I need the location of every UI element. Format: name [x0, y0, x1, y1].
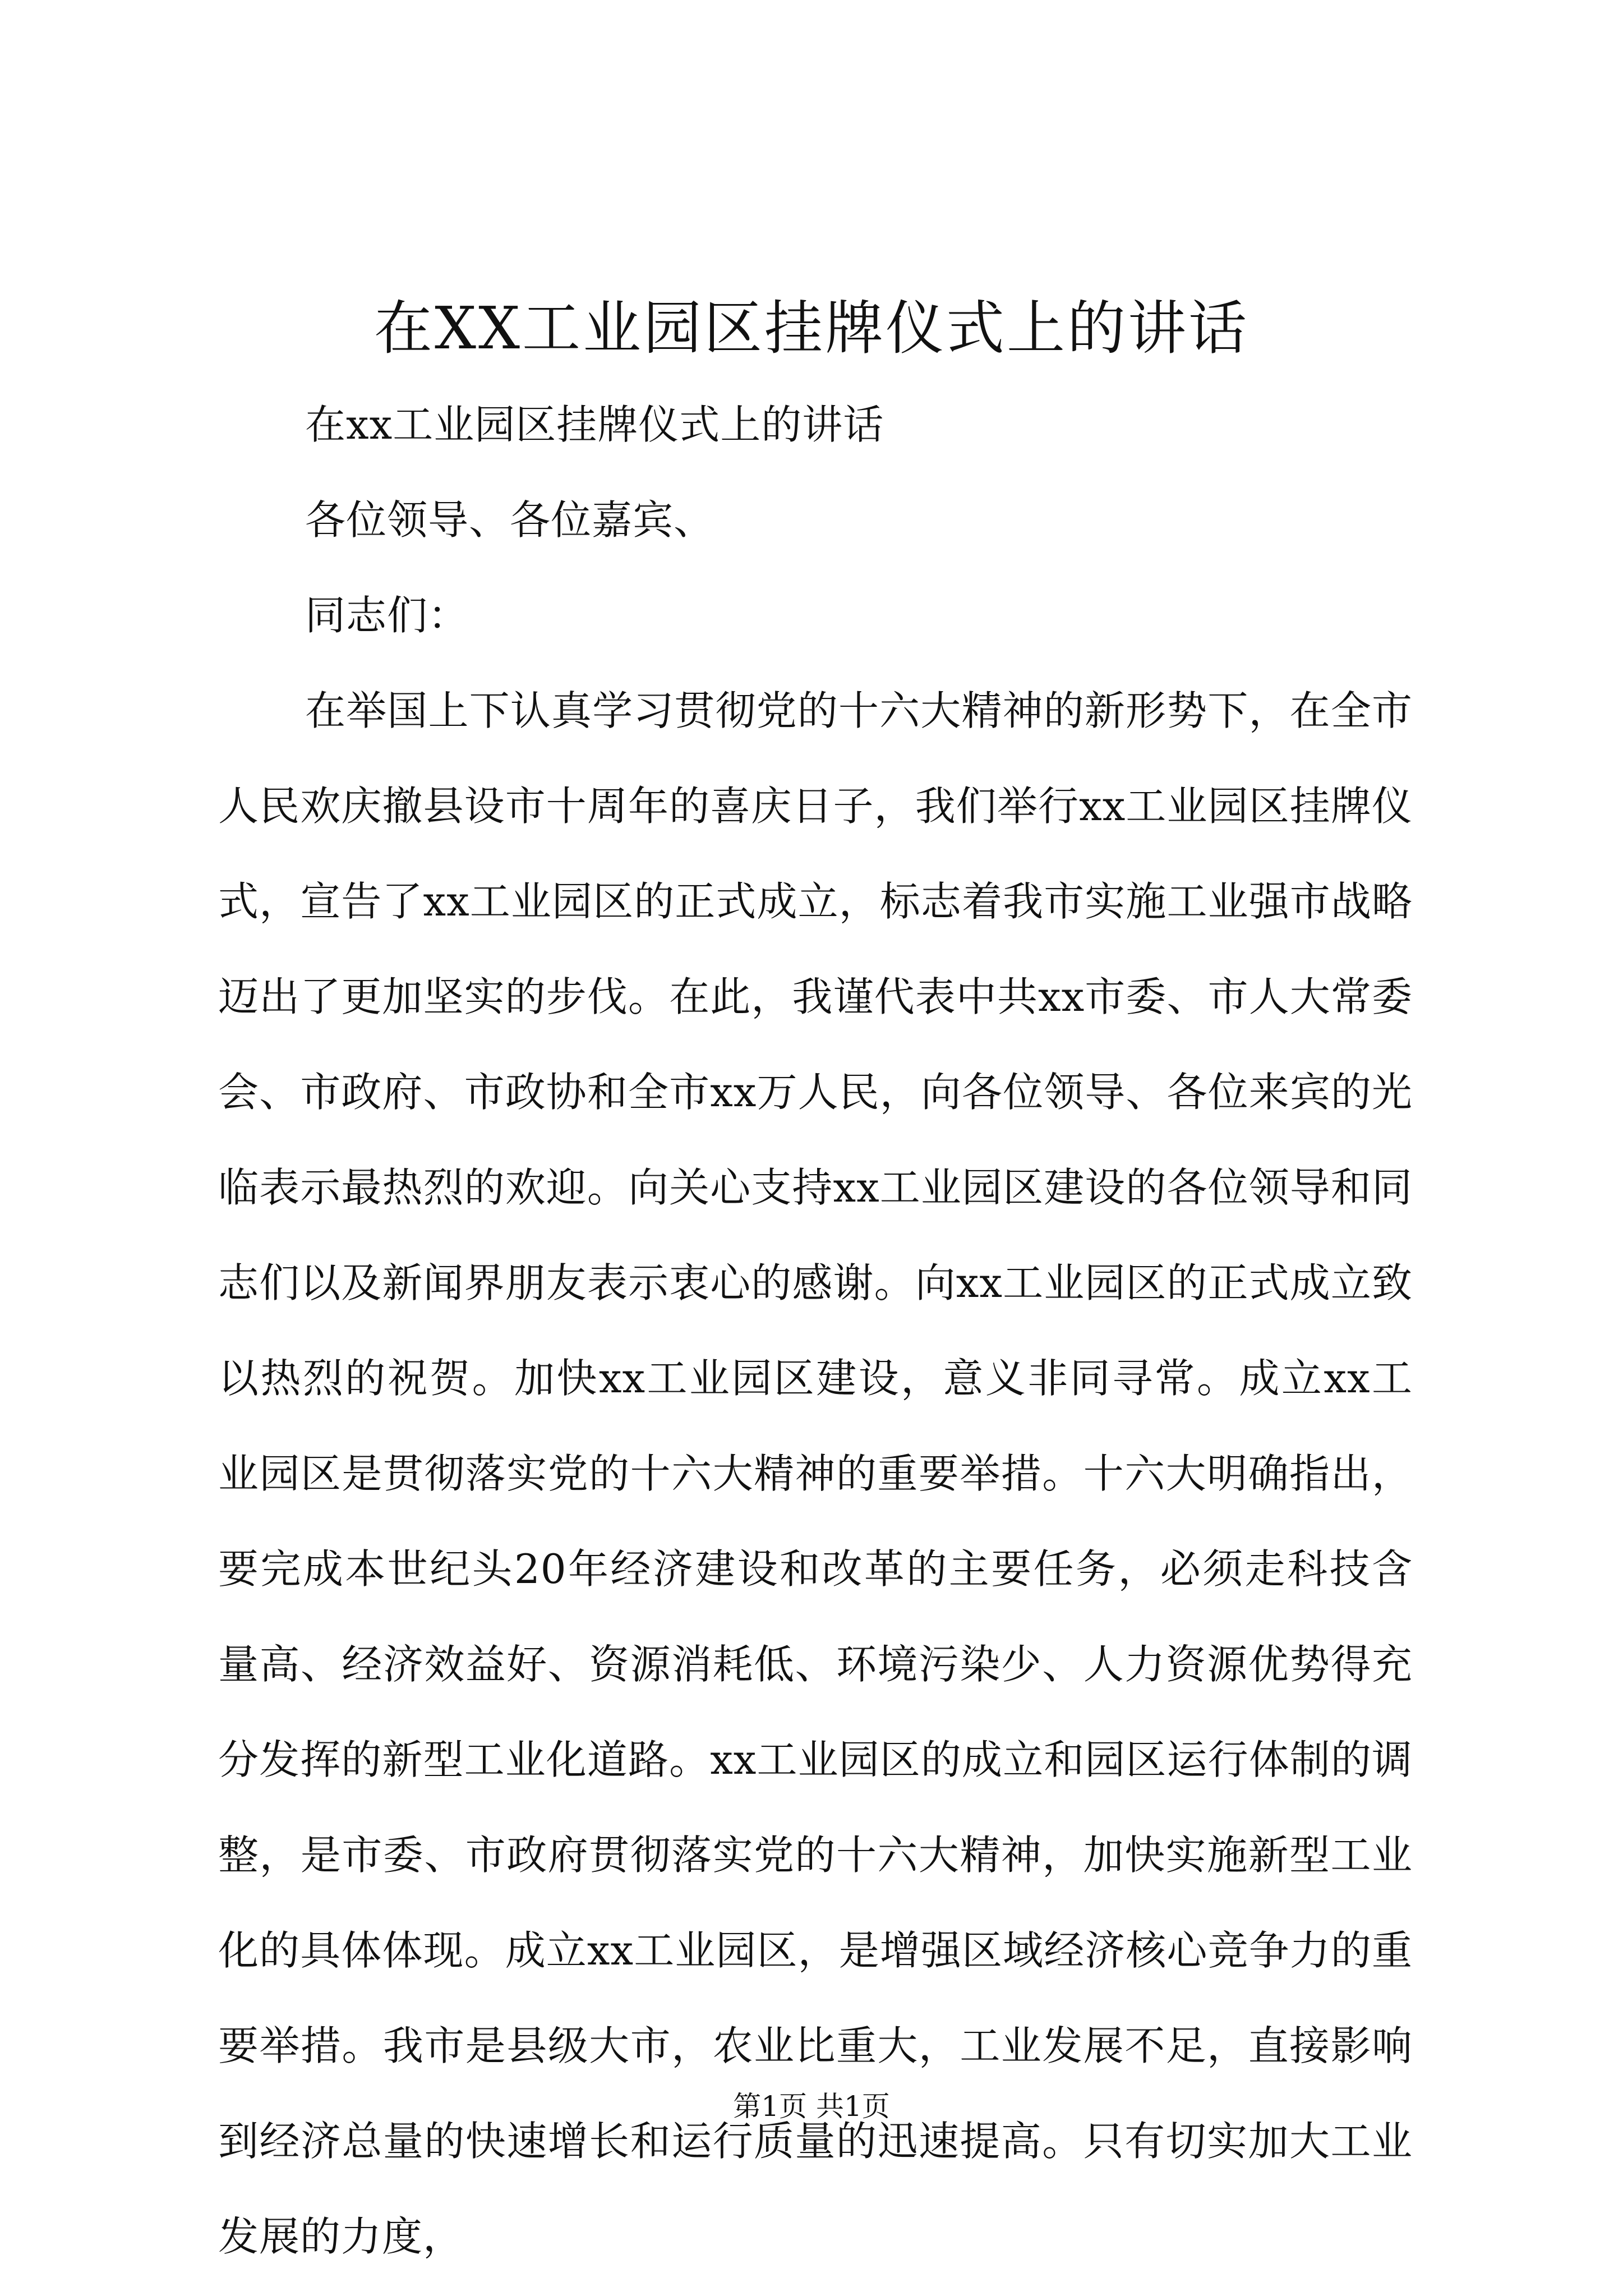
- paragraph-salutation: 各位领导、各位嘉宾、: [305, 496, 715, 544]
- document-body: [218, 377, 1413, 2284]
- page-footer: 第1页 共1页: [733, 2090, 890, 2123]
- paragraph-salutation-comrades: 同志们：: [305, 592, 469, 639]
- paragraph-main: 在举国上下认真学习贯彻党的十六大精神的新形势下，在全市人民欢庆撤县设市十周年的喜庆日子，我们举行xx工业园区挂牌仪式，宣告了xx工业园区的正式成立，标志着我市实施工业强市战略迈出了更加坚实的步伐。在此，我谨代表中共xx市委、市人大常委会、市政府、市政协和全市xx万人民，向各位领导、各位来宾的光临表示最热烈的欢迎。向关心支持xx工业园区建设的各位领导和同志们以及新闻界朋友表示衷心的感谢。向xx工业园区的正式成立致以热烈的祝贺。加快xx工业园区建设，意义非同寻常。成立xx工业园区是贯彻落实党的十六大精神的重要举措。十六大明确指出，要完成本世纪头20年经济建设和改革的主要任务，必须走科技含量高、经济效益好、资源消耗低、环境污染少、人力资源优势得充分发挥的新型工业化道路。xx工业园区的成立和园区运行体制的调整，是市委、市政府贯彻落实党的十六大精神，加快实施新型工业化的具体体现。成立xx工业园区，是增强区域经济核心竞争力的重要举措。我市是县级大市，农业比重大，工业发展不足，直接影响到经济总量的快速增长和运行质量的迅速提高。只有切实加大工业发展的力度，: [218, 687, 1413, 2260]
- document-title: 在XX工业园区挂牌仪式上的讲话: [374, 294, 1249, 362]
- paragraph-heading: 在xx工业园区挂牌仪式上的讲话: [305, 401, 884, 448]
